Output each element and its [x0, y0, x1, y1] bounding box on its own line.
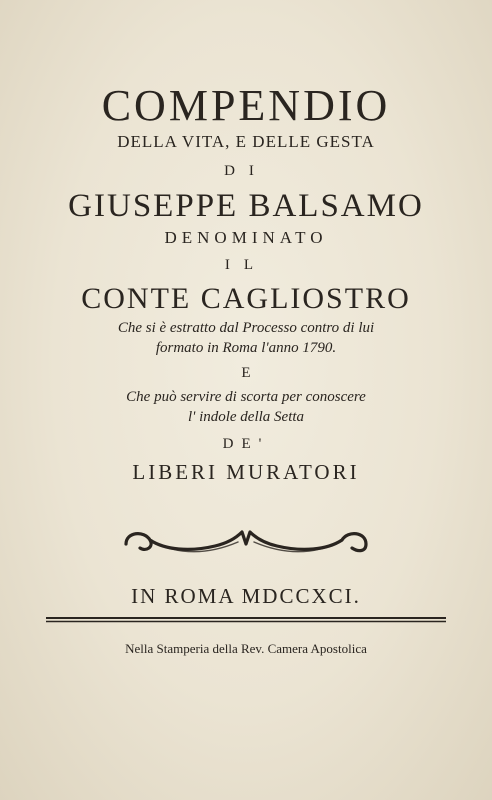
denominato-line: DENOMINATO — [164, 228, 328, 247]
il-line: IL — [224, 257, 268, 273]
conte-line: CONTE CAGLIOSTRO — [81, 282, 411, 315]
subtitle-line: DELLA VITA, E DELLE GESTA — [117, 132, 375, 151]
conjunction-e: E — [241, 365, 251, 381]
imprint-line: IN ROMA MDCCXCI. — [131, 584, 361, 608]
liberi-muratori-line: LIBERI MURATORI — [132, 460, 360, 484]
body-line-4: l' indole della Setta — [187, 409, 305, 425]
ornament-flourish — [120, 522, 372, 560]
book-title: COMPENDIO — [101, 81, 391, 130]
body-line-3: Che può servire di scorta per conoscere — [126, 389, 366, 405]
de-line: DE' — [222, 436, 270, 452]
body-line-2: formato in Roma l'anno 1790. — [155, 340, 337, 356]
subject-name: GIUSEPPE BALSAMO — [68, 188, 424, 224]
body-line-1: Che si è estratto dal Processo contro di lui — [117, 320, 375, 336]
double-rule — [46, 616, 446, 624]
printer-line: Nella Stamperia della Rev. Camera Apostolica — [125, 641, 367, 656]
di-line: DI — [224, 163, 268, 179]
